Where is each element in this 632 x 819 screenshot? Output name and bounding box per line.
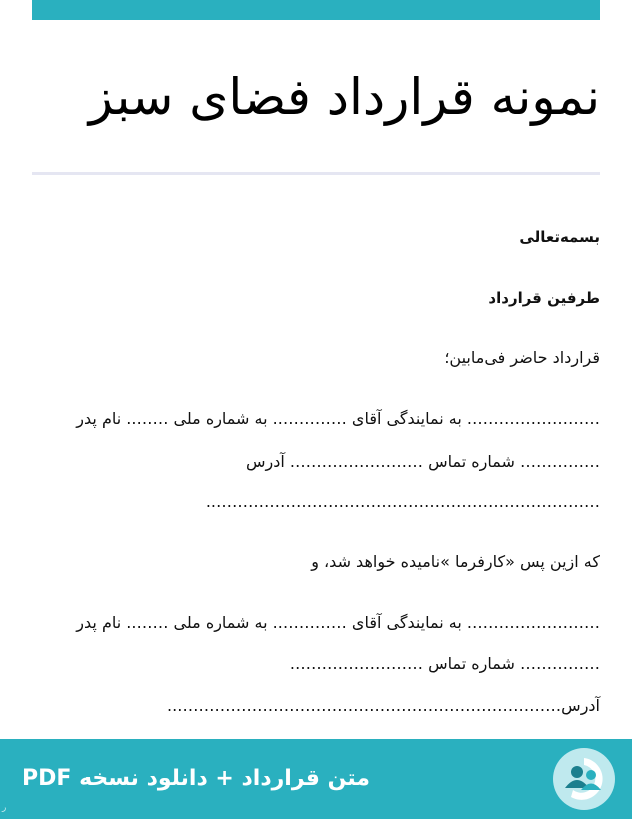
contract-intro: قرارداد حاضر فی‌مابین؛ bbox=[444, 348, 600, 367]
download-banner[interactable] bbox=[0, 739, 632, 819]
top-accent-bar bbox=[32, 0, 600, 20]
parties-heading: طرفین قرارداد bbox=[488, 289, 600, 307]
corner-mark: ر bbox=[2, 803, 7, 813]
title-divider bbox=[32, 172, 600, 175]
people-chat-icon bbox=[553, 748, 615, 810]
bismillah-heading: بسمه‌تعالی bbox=[519, 228, 600, 246]
document-title: نمونه قرارداد فضای سبز bbox=[88, 68, 600, 126]
party2-line3: آدرس……………………………………………………………….. bbox=[167, 696, 600, 715]
party1-line1: ……………………. به نمایندگی آقای ………….. به شماره ملی …….. نام پدر bbox=[76, 409, 600, 428]
party1-line3: ……………………………………………………………….. bbox=[205, 492, 600, 511]
employer-note: که ازین پس «کارفرما »نامیده خواهد شد، و bbox=[311, 552, 600, 571]
party1-line2: …………… شماره تماس ……………………. آدرس bbox=[245, 452, 600, 471]
party2-line2: …………… شماره تماس ……………………. bbox=[289, 654, 600, 673]
party2-line1: ……………………. به نمایندگی آقای ………….. به شماره ملی …….. نام پدر bbox=[76, 613, 600, 632]
banner-text[interactable]: متن قرارداد + دانلود نسخه PDF bbox=[22, 766, 370, 791]
